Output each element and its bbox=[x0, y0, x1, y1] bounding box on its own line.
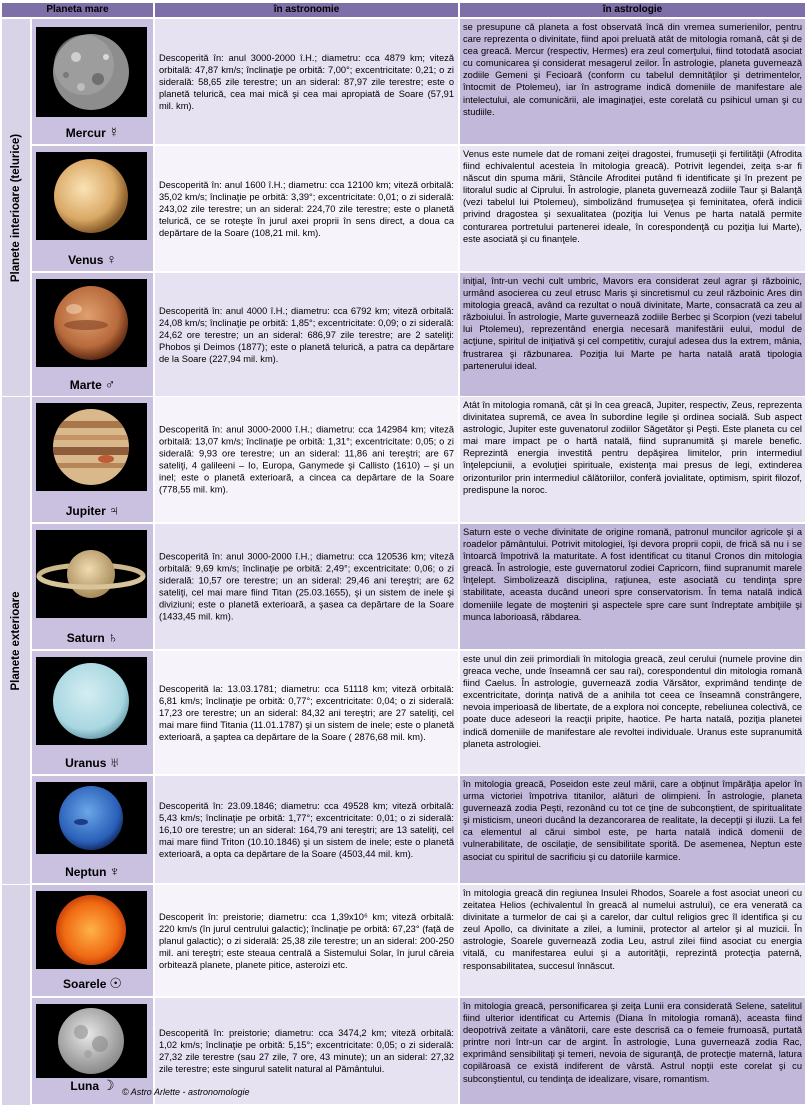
group-inner-label: Planete interioare (telurice) bbox=[10, 133, 22, 282]
astronomy-cell bbox=[155, 397, 458, 523]
astronomy-text: Descoperită la: 13.03.1781; diametru: cca 51118 km; viteză orbitală: 6,81 km/s; înclinaţie pe orbită: 0,77°; excentricitate: 0,04; o zi siderală: 17,23 ore terestre; un an sideral: 84,32 ani tereştri; are 27 sateliţi, cel mai mare fiind Titania (11.01.1787) şi un sistem de inele; este o planetă exterioară, a şaptea ca depărtare de la Soare ( 2876,68 mil. km). bbox=[159, 683, 454, 742]
header-astronomy: în astronomie bbox=[155, 3, 458, 17]
astrology-cell bbox=[460, 146, 805, 272]
astronomy-text: Descoperită în: anul 3000-2000 î.H.; diametru: cca 4879 km; viteză orbitală: 47,87 km/s; înclinaţie pe orbită: 7,00°; excentricitate: 0,21; o zi siderală: 58,65 zile terestre; un an sideral: 87,97 zile terestre; este o planetă telurică, cea mai mică şi cea mai apropiată de Soare (57,91 mil. km). bbox=[159, 52, 454, 111]
venus-image bbox=[36, 152, 147, 240]
credit-text: © Astro Arlette - astronomologie bbox=[122, 1087, 250, 1097]
planet-name: Venus ♀ bbox=[68, 251, 117, 267]
planet-name: Uranus ♅ bbox=[65, 754, 120, 770]
planet-name: Marte ♂ bbox=[69, 376, 116, 392]
planet-row-mercur bbox=[2, 19, 805, 145]
sun-image bbox=[36, 891, 147, 969]
planet-row-jupiter bbox=[2, 397, 805, 523]
planet-name: Saturn ♄ bbox=[66, 629, 119, 645]
astronomy-cell bbox=[155, 19, 458, 145]
uranus-symbol-icon: ♅ bbox=[109, 754, 120, 770]
planet-row-marte bbox=[2, 273, 805, 397]
sun-symbol-icon: ☉ bbox=[109, 975, 122, 991]
astronomy-cell bbox=[155, 524, 458, 650]
planet-cell bbox=[32, 776, 153, 884]
planet-name: Mercur ☿ bbox=[65, 124, 120, 140]
planet-row-venus bbox=[2, 146, 805, 272]
astronomy-cell bbox=[155, 776, 458, 884]
planet-table bbox=[2, 3, 805, 1105]
planet-row-saturn bbox=[2, 524, 805, 650]
jupiter-image bbox=[36, 403, 147, 491]
group-outer-label: Planete exterioare bbox=[10, 590, 22, 691]
planet-cell bbox=[32, 651, 153, 775]
planet-cell bbox=[32, 146, 153, 272]
mars-symbol-icon: ♂ bbox=[104, 376, 116, 392]
neptune-image bbox=[36, 782, 147, 854]
astronomy-text: Descoperită în: anul 4000 î.H.; diametru: cca 6792 km; viteză orbitală: 24,08 km/s; înclinaţie pe orbită: 1,85°; excentricitate: 0,09; o zi siderală: 24,62 ore terestre; un an sideral: 686,97 zile terestre; are 2 sateliţi: Phobos şi Deimos (1877); este o planetă telurică, a patra ca depărtare de la Soare (227,94 mil. km). bbox=[159, 305, 454, 364]
planet-cell bbox=[32, 273, 153, 397]
astronomy-cell bbox=[155, 651, 458, 775]
astrology-cell bbox=[460, 651, 805, 775]
venus-symbol-icon: ♀ bbox=[106, 251, 117, 267]
astrology-cell bbox=[460, 273, 805, 397]
neptune-symbol-icon: ♆ bbox=[109, 863, 120, 879]
moon-image bbox=[36, 1004, 147, 1078]
planet-name: Luna ☽ bbox=[70, 1077, 115, 1093]
uranus-image bbox=[36, 657, 147, 745]
astronomy-cell bbox=[155, 885, 458, 997]
mercury-image bbox=[36, 27, 147, 117]
moon-symbol-icon: ☽ bbox=[102, 1077, 115, 1093]
astrology-text: în mitologia greacă, Poseidon este zeul mării, care a obţinut împărăţia apelor în urma victoriei împotriva titanilor, alături de olimpieni. În astrologie, planeta guvernează zodia Peşti, rezonând cu tot ce ţine de subconştient, de spiritualitate şi misticism, uneori ducând la dezancorarea de realitate, la decepţii şi iluzii. La fel ca elementul al cărui simbol este, pe harta natală indică domenii de vulnerabilitate, de oscilaţie, de sensibilitate sporită. De asemenea, Neptun este asociat cu spiritul de sacrificiu şi cu datoriile karmice. bbox=[463, 779, 802, 862]
mercury-symbol-icon: ☿ bbox=[108, 124, 120, 140]
astrology-text: în mitologia greacă din regiunea Insulei Rhodos, Soarele a fost asociat uneori cu zeitatea Helios (echivalentul în greacă al numelui astrului), ce era venerată ca divinitate a turmelor de cai şi a carelor, dar cultul religios grec îl identifica şi cu zeul Apollo, ca divinitate a zilei, a luminii, protector al artelor şi al muzicii. În astrologie, Soarele guvernează zodia Leu, astrul zilei fiind asociat cu energia vitală, cu manifestarea eului şi a autorităţii, reprezintă protecţia paternă, responsabilitatea, succesul înnăscut. bbox=[463, 888, 802, 971]
astrology-text: se presupune că planeta a fost observată încă din vremea sumerienilor, pentru care reprezenta o divinitate, fiind apoi preluată atât de mitologia romană, cât şi de cea greacă. Mercur (respectiv, Hermes) era zeul comerţului, fiind totodată asociat cu comunicarea şi considerat mesagerul zeilor. În astrologie, planeta guvernează zodiile Gemeni şi Fecioară (conform cu tabelul demnităţilor şi detrimentelor, întocmit de Ptolemeu), iar în astrograme indică domeniile de manifestare ale intelectului, ale comunicării, ale imaginaţiei, este corelată cu psihicul uman şi cu studiile. bbox=[463, 22, 802, 117]
planet-cell bbox=[32, 524, 153, 650]
astronomy-text: Descoperită în: anul 3000-2000 î.H.; diametru: cca 120536 km; viteză orbitală: 9,69 km/s; înclinaţie pe orbită: 2,49°; excentricitate: 0,06; o zi siderală: 10,57 ore terestre; un an sideral: 29,46 ani tereştri; are 62 sateliţi, cel mai mare fiind Titan (25.03.1655), şi un sistem de inele şi diviziuni; este o planetă exterioară, a şasea ca depărtare de la Soare (1433,45 mil. km). bbox=[159, 551, 454, 622]
astrology-cell bbox=[460, 998, 805, 1105]
planet-row-uranus bbox=[2, 651, 805, 775]
astronomy-text: Descoperită în: anul 1600 î.H.; diametru: cca 12100 km; viteză orbitală: 35,02 km/s; înclinaţie pe orbită: 3,39°; excentricitate: 0,01; o zi siderală: 243,02 zile terestre; un an sideral: 224,70 zile terestre; este o planetă telurică, ce se roteşte în jurul axei proprii în sens direct, a doua ca depărtare de la Soare (108,21 mil. km). bbox=[159, 179, 454, 238]
mars-image bbox=[36, 279, 147, 367]
header-astrology: în astrologie bbox=[460, 3, 805, 17]
planet-cell bbox=[32, 19, 153, 145]
planet-cell bbox=[32, 885, 153, 997]
astronomy-text: Descoperită în: preistorie; diametru: cca 3474,2 km; viteză orbitală: 1,02 km/s; înclinaţie pe orbită: 5,15°; excentricitate: 0,05; o zi siderală: 27,32 zile terestre (sau 27 zile, 7 ore, 43 minute); un an sideral: 27,32 zile terestre; este singurul satelit natural al Pământului. bbox=[159, 1027, 454, 1075]
planet-row-soarele bbox=[2, 885, 805, 997]
planet-row-neptun bbox=[2, 776, 805, 884]
planet-name: Jupiter ♃ bbox=[65, 502, 120, 518]
header-planet: Planeta mare bbox=[2, 3, 153, 17]
astrology-cell bbox=[460, 397, 805, 523]
planet-cell bbox=[32, 397, 153, 523]
saturn-symbol-icon: ♄ bbox=[107, 629, 119, 645]
saturn-image bbox=[36, 530, 147, 618]
astrology-text: este unul din zeii primordiali în mitologia greacă, zeul cerului (numele provine din greaca veche, unde înseamnă cer sau rai), corespondentul din mitologia romană fiind Caelus. În astrologie, guvernează zodia Vărsător, exprimând tendinţe de excentricitate, dorinţa nativă de a anihila tot ceea ce înseamnă constrângere, nevoia imperioasă de libertate, de a explora noi concepte, rebeliunea colectivă, ce poate duce adeseori la reacţii pripite, haotice. Pe harta natală, poziţia planetei indică domeniile de manifestare ale revoltei individuale. Uranus este supranumită planeta astrologiei. bbox=[463, 654, 802, 749]
astrology-text: Venus este numele dat de romani zeiţei dragostei, frumuseţii şi fertilităţii (Afrodita fiind echivalentul acesteia în mitologia greacă). Potrivit legendei, zeiţa s-ar fi născut din spuma mării, Stâncile Afroditei putând fi identificate şi în prezent pe litoralul sudic al Ciprului. În astrologie, planeta guvernează zodiile Taur şi Balanţă (vezi tabelul lui Ptolemeu), simbolizând frumuseţea şi feminitatea, oferă indicii privind dragostea şi sexualitatea (poziţia lui Venus pe harta natală permite conturarea portretului partenerei ideale, în corespondenţă cu poziţia lui Marte), este asociată şi cu finanţele. bbox=[463, 149, 802, 244]
planet-row-luna bbox=[2, 998, 805, 1105]
astrology-text: Atât în mitologia romană, cât şi în cea greacă, Jupiter, respectiv, Zeus, reprezenta divinitatea supremă, ce avea în subordine legile şi ordinea socială. Sub aspect astrologic, Jupiter este guvenatorul zodiilor Săgetător şi Peşti. Este planeta cu cel mai mare impact pe o hartă natală, fiind supranumită şi marele benefic. Reprezintă energia investită pentru depăşirea limitelor, prin intermediul înţelepciunii, a evoluţiei spirituale, existenţa mai presus de legi, extinderea orizonturilor prin intermediul călătoriilor, conferă jovialitate, optimism, spirit filozof, predispune la noroc. bbox=[463, 400, 802, 495]
astrology-cell bbox=[460, 885, 805, 997]
astronomy-text: Descoperită în: 23.09.1846; diametru: cca 49528 km; viteză orbitală: 5,43 km/s; înclinaţie pe orbită: 1,77°; excentricitate: 0,01; o zi siderală: 16,10 ore terestre; un an sideral: 164,79 ani tereştri; are 13 sateliţi, cel mai mare fiind Triton (10.10.1846) şi un sistem de inele; este o planetă exterioară, a opta ca depărtare de la Soare (4503,44 mil. km). bbox=[159, 800, 454, 859]
astrology-text: iniţial, într-un vechi cult umbric, Mavors era considerat zeul agrar şi războinic, urmând asocierea cu zeul etrusc Maris şi sincretismul cu zeul războinic Ares din mitologia greacă, având ca rezultat o nouă divinitate, Marte, consacrată ca zeu al războiului. În astrologie, Marte guvernează zodiile Berbec şi Scorpion (vezi tabelul lui Ptolemeu), reprezentând energia necesară manifestării eului, modul de acţiune, spiritul de iniţiativă şi cel competitiv, curajul adesea dus la extrem, mânia, frustrarea şi răzbunarea. Poziţia lui Marte pe harta natală arată tipologia partenerului ideal. bbox=[463, 276, 802, 371]
astronomy-text: Descoperită în: anul 3000-2000 î.H.; diametru: cca 142984 km; viteză orbitală: 13,07 km/s; înclinaţie pe orbită: 1,31°; excentricitate: 0,05; o zi siderală: 9,93 ore terestre; un an sideral: 11,86 ani tereştri; are 67 sateliţi, 4 galileeni – Io, Europa, Ganymede şi Callisto (1610) – şi un inel; este o planetă exterioară, a cincea ca depărtare de la Soare (778,55 mil. km). bbox=[159, 424, 454, 495]
astrology-cell bbox=[460, 19, 805, 145]
astronomy-cell bbox=[155, 273, 458, 397]
astronomy-text: Descoperit în: preistorie; diametru: cca 1,39x10⁶ km; viteză orbitală: 220 km/s (în jurul centrului galactic); înclinaţie pe orbită: 67,23° (faţă de planul galactic); o zi siderală: 25,38 zile terestre; un an sideral: 200-250 mil. ani tereştri; este steaua centrală a Sistemului Solar, în jurul căreia orbitează planete, planete pitice, asteroizi etc. bbox=[159, 911, 454, 970]
astrology-cell bbox=[460, 776, 805, 884]
astronomy-cell bbox=[155, 146, 458, 272]
jupiter-symbol-icon: ♃ bbox=[108, 502, 120, 518]
astrology-cell bbox=[460, 524, 805, 650]
astrology-text: în mitologia greacă, personificarea şi zeiţa Lunii era considerată Selene, satelitul fiind ulterior identificat cu Artemis (Diana în mitologia romană), aceasta fiind deopotrivă zeitate a vânătorii, care este descrisă ca o femeie frumoasă, purtată printre nori într-un car de argint. În astrologie, Luna guvernează zodia Rac, exprimând sensibilitaţi şi temeri, nevoia de siguranţă, de protecţie maternă, latura copilăroasă ce există indiferent de vârstă. Astrul nopţii este corelat şi cu subconştientul, cu tendinţa de idealizare, visare, romantism. bbox=[463, 1001, 802, 1084]
astrology-text: Saturn este o veche divinitate de origine romană, patronul muncilor agricole şi a roadelor pământului. Potrivit mitologiei, îşi devora proprii copii, de frică să nu i se întoarcă împotrivă la maturitate. A fost identificat cu titanul Cronos din mitologia greacă. În astrologie, este guvernatorul zodiei Capricorn, fiind supranumit marele înţelept. Simbolizează disciplina, raţiunea, este asociată cu tendinţa spre stabilitate, aceasta ducând uneori spre conservatorism. În tema natală indică domeniile legate de moşteniri şi aspectele spre care sunt îndreptate ambiţiile şi munca laborioasă, răbdarea. bbox=[463, 527, 802, 622]
planet-name: Neptun ♆ bbox=[65, 863, 120, 879]
planet-name: Soarele ☉ bbox=[63, 975, 122, 991]
